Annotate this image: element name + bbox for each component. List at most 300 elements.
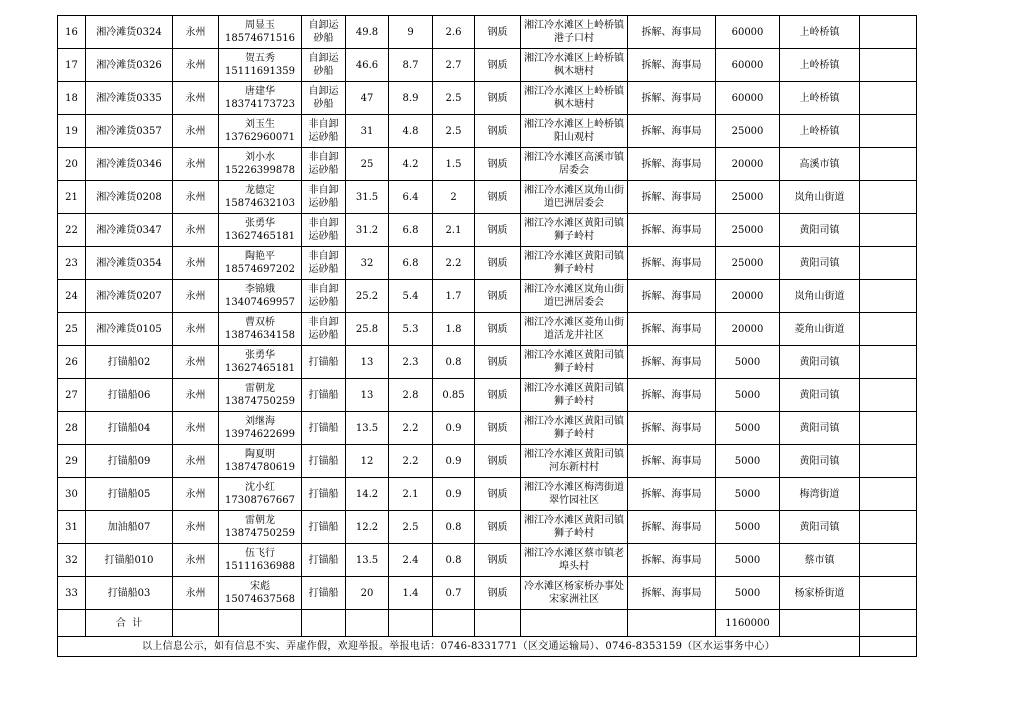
town: 高溪市镇 bbox=[780, 148, 860, 181]
ship-type-line: 运砂船 bbox=[308, 264, 339, 275]
ship-type-line: 非自卸 bbox=[308, 284, 339, 295]
ship-type: 打锚船 bbox=[302, 445, 346, 478]
owner-contact bbox=[219, 82, 302, 115]
remarks bbox=[860, 577, 917, 610]
owner-contact-line: 唐建华 bbox=[245, 86, 275, 97]
owner-contact-line: 13627465181 bbox=[225, 231, 295, 242]
town: 上岭桥镇 bbox=[780, 82, 860, 115]
city: 永州 bbox=[173, 577, 219, 610]
ship-type bbox=[302, 313, 346, 346]
ship-name: 打锚船04 bbox=[86, 412, 173, 445]
table-row bbox=[58, 478, 917, 511]
ship-type bbox=[302, 181, 346, 214]
remarks bbox=[860, 412, 917, 445]
owner-contact-line: 15874632103 bbox=[225, 198, 295, 209]
row-index: 23 bbox=[58, 247, 86, 280]
owner-contact bbox=[219, 478, 302, 511]
ship-type bbox=[302, 16, 346, 49]
ship-depth: 0.9 bbox=[433, 445, 475, 478]
disposal-method: 拆解、海事局 bbox=[628, 214, 716, 247]
address-line: 湘江冷水滩区上岭桥镇 bbox=[524, 53, 624, 64]
ship-name: 湘冷滩货0208 bbox=[86, 181, 173, 214]
subsidy-amount: 5000 bbox=[716, 379, 780, 412]
remarks bbox=[860, 115, 917, 148]
row-index: 24 bbox=[58, 280, 86, 313]
ship-name: 湘冷滩货0105 bbox=[86, 313, 173, 346]
address bbox=[521, 511, 628, 544]
owner-contact-line: 伍飞行 bbox=[245, 548, 275, 559]
ship-name: 湘冷滩货0347 bbox=[86, 214, 173, 247]
address-line: 狮子岭村 bbox=[554, 429, 594, 440]
address-line: 狮子岭村 bbox=[554, 396, 594, 407]
hull-material: 钢质 bbox=[475, 544, 521, 577]
disposal-method: 拆解、海事局 bbox=[628, 346, 716, 379]
ship-length: 31 bbox=[346, 115, 389, 148]
owner-contact-line: 13874780619 bbox=[225, 462, 295, 473]
ship-type-line: 运砂船 bbox=[308, 165, 339, 176]
row-index: 33 bbox=[58, 577, 86, 610]
table-row bbox=[58, 82, 917, 115]
town: 上岭桥镇 bbox=[780, 115, 860, 148]
town: 岚角山街道 bbox=[780, 280, 860, 313]
ship-depth: 2.1 bbox=[433, 214, 475, 247]
table-row bbox=[58, 346, 917, 379]
ship-name: 打锚船05 bbox=[86, 478, 173, 511]
total-amount: 1160000 bbox=[716, 610, 780, 637]
owner-contact bbox=[219, 214, 302, 247]
address bbox=[521, 412, 628, 445]
ship-width: 5.3 bbox=[389, 313, 433, 346]
ship-width: 4.2 bbox=[389, 148, 433, 181]
subsidy-amount: 5000 bbox=[716, 412, 780, 445]
ship-length: 25.8 bbox=[346, 313, 389, 346]
ship-type: 打锚船 bbox=[302, 511, 346, 544]
subsidy-amount: 5000 bbox=[716, 511, 780, 544]
city: 永州 bbox=[173, 445, 219, 478]
owner-contact bbox=[219, 148, 302, 181]
ship-name: 打锚船03 bbox=[86, 577, 173, 610]
hull-material: 钢质 bbox=[475, 511, 521, 544]
ship-type-line: 自卸运 bbox=[308, 53, 339, 64]
address bbox=[521, 214, 628, 247]
owner-contact-line: 曹双桥 bbox=[245, 317, 275, 328]
ship-length: 13.5 bbox=[346, 412, 389, 445]
hull-material: 钢质 bbox=[475, 412, 521, 445]
ship-type bbox=[302, 49, 346, 82]
hull-material: 钢质 bbox=[475, 346, 521, 379]
owner-contact-line: 13874634158 bbox=[225, 330, 295, 341]
ship-depth: 0.85 bbox=[433, 379, 475, 412]
disposal-method: 拆解、海事局 bbox=[628, 445, 716, 478]
subsidy-amount: 20000 bbox=[716, 313, 780, 346]
ship-type bbox=[302, 280, 346, 313]
hull-material: 钢质 bbox=[475, 148, 521, 181]
remarks bbox=[860, 214, 917, 247]
town: 岚角山街道 bbox=[780, 181, 860, 214]
ship-length: 14.2 bbox=[346, 478, 389, 511]
owner-contact bbox=[219, 511, 302, 544]
table-row bbox=[58, 445, 917, 478]
ship-type-line: 运砂船 bbox=[308, 231, 339, 242]
town: 黄阳司镇 bbox=[780, 379, 860, 412]
subsidy-amount: 20000 bbox=[716, 148, 780, 181]
ship-depth: 2.7 bbox=[433, 49, 475, 82]
ship-width: 6.4 bbox=[389, 181, 433, 214]
city: 永州 bbox=[173, 16, 219, 49]
city: 永州 bbox=[173, 214, 219, 247]
subsidy-amount: 20000 bbox=[716, 280, 780, 313]
ship-width: 2.8 bbox=[389, 379, 433, 412]
ship-type-line: 非自卸 bbox=[308, 119, 339, 130]
hull-material: 钢质 bbox=[475, 577, 521, 610]
ship-width: 4.8 bbox=[389, 115, 433, 148]
ship-length: 13 bbox=[346, 346, 389, 379]
address bbox=[521, 49, 628, 82]
city: 永州 bbox=[173, 412, 219, 445]
disposal-method: 拆解、海事局 bbox=[628, 16, 716, 49]
owner-contact-line: 18574697202 bbox=[225, 264, 295, 275]
address-line: 狮子岭村 bbox=[554, 363, 594, 374]
row-index: 32 bbox=[58, 544, 86, 577]
address-line: 湘江冷水滩区上岭桥镇 bbox=[524, 86, 624, 97]
row-index: 29 bbox=[58, 445, 86, 478]
owner-contact bbox=[219, 247, 302, 280]
remarks bbox=[860, 247, 917, 280]
ship-depth: 1.7 bbox=[433, 280, 475, 313]
remarks bbox=[860, 313, 917, 346]
subsidy-amount: 25000 bbox=[716, 247, 780, 280]
ship-type-line: 非自卸 bbox=[308, 218, 339, 229]
ship-width: 2.5 bbox=[389, 511, 433, 544]
ship-length: 46.6 bbox=[346, 49, 389, 82]
owner-contact-line: 周显玉 bbox=[245, 20, 275, 31]
ship-width: 2.2 bbox=[389, 412, 433, 445]
owner-contact-line: 陶夏明 bbox=[245, 449, 275, 460]
disposal-method: 拆解、海事局 bbox=[628, 478, 716, 511]
ship-type bbox=[302, 115, 346, 148]
owner-contact bbox=[219, 313, 302, 346]
ship-type: 打锚船 bbox=[302, 379, 346, 412]
ship-length: 13.5 bbox=[346, 544, 389, 577]
address-line: 湘江冷水滩区菱角山街 bbox=[524, 317, 624, 328]
hull-material: 钢质 bbox=[475, 16, 521, 49]
disposal-method: 拆解、海事局 bbox=[628, 49, 716, 82]
subsidy-amount: 60000 bbox=[716, 16, 780, 49]
row-index: 27 bbox=[58, 379, 86, 412]
owner-contact-line: 15111636988 bbox=[225, 561, 295, 572]
address-line: 道活龙井社区 bbox=[544, 330, 604, 341]
address-line: 阳山观村 bbox=[554, 132, 594, 143]
ship-type-line: 非自卸 bbox=[308, 251, 339, 262]
row-index: 25 bbox=[58, 313, 86, 346]
ship-depth: 0.8 bbox=[433, 346, 475, 379]
ship-depth: 2.5 bbox=[433, 82, 475, 115]
ship-depth: 1.8 bbox=[433, 313, 475, 346]
town: 黄阳司镇 bbox=[780, 247, 860, 280]
address bbox=[521, 280, 628, 313]
city: 永州 bbox=[173, 313, 219, 346]
hull-material: 钢质 bbox=[475, 445, 521, 478]
address bbox=[521, 16, 628, 49]
remarks bbox=[860, 280, 917, 313]
ship-width: 8.9 bbox=[389, 82, 433, 115]
city: 永州 bbox=[173, 346, 219, 379]
city: 永州 bbox=[173, 49, 219, 82]
ship-type: 打锚船 bbox=[302, 346, 346, 379]
remarks bbox=[860, 478, 917, 511]
hull-material: 钢质 bbox=[475, 181, 521, 214]
table-row bbox=[58, 412, 917, 445]
ship-type-line: 自卸运 bbox=[308, 86, 339, 97]
subsidy-amount: 5000 bbox=[716, 577, 780, 610]
ship-length: 12 bbox=[346, 445, 389, 478]
owner-contact-line: 李锦娥 bbox=[245, 284, 275, 295]
owner-contact-line: 18574671516 bbox=[225, 33, 295, 44]
address-line: 枫木塘村 bbox=[554, 99, 594, 110]
remarks bbox=[860, 16, 917, 49]
owner-contact-line: 15111691359 bbox=[225, 66, 295, 77]
address bbox=[521, 445, 628, 478]
ship-length: 47 bbox=[346, 82, 389, 115]
row-index: 31 bbox=[58, 511, 86, 544]
address-line: 翠竹园社区 bbox=[549, 495, 599, 506]
row-index: 28 bbox=[58, 412, 86, 445]
city: 永州 bbox=[173, 148, 219, 181]
owner-contact-line: 13762960071 bbox=[225, 132, 295, 143]
subsidy-amount: 5000 bbox=[716, 478, 780, 511]
town: 菱角山街道 bbox=[780, 313, 860, 346]
hull-material: 钢质 bbox=[475, 214, 521, 247]
subsidy-amount: 5000 bbox=[716, 445, 780, 478]
owner-contact-line: 宋彪 bbox=[250, 581, 270, 592]
ship-type: 打锚船 bbox=[302, 577, 346, 610]
ship-name: 打锚船09 bbox=[86, 445, 173, 478]
footer-row bbox=[58, 637, 917, 657]
remarks bbox=[860, 148, 917, 181]
total-row bbox=[58, 610, 917, 637]
remarks bbox=[860, 181, 917, 214]
address-line: 湘江冷水滩区黄阳司镇 bbox=[524, 449, 624, 460]
owner-contact-line: 13974622699 bbox=[225, 429, 295, 440]
ship-length: 20 bbox=[346, 577, 389, 610]
hull-material: 钢质 bbox=[475, 49, 521, 82]
table-body bbox=[58, 16, 917, 610]
disposal-method: 拆解、海事局 bbox=[628, 181, 716, 214]
disposal-method: 拆解、海事局 bbox=[628, 379, 716, 412]
hull-material: 钢质 bbox=[475, 313, 521, 346]
address bbox=[521, 247, 628, 280]
hull-material: 钢质 bbox=[475, 379, 521, 412]
owner-contact-line: 沈小红 bbox=[245, 482, 275, 493]
address-line: 湘江冷水滩区岚角山街 bbox=[524, 284, 624, 295]
address-line: 湘江冷水滩区蔡市镇老 bbox=[524, 548, 624, 559]
city: 永州 bbox=[173, 247, 219, 280]
ship-width: 5.4 bbox=[389, 280, 433, 313]
hull-material: 钢质 bbox=[475, 82, 521, 115]
owner-contact-line: 13627465181 bbox=[225, 363, 295, 374]
ship-length: 31.2 bbox=[346, 214, 389, 247]
ship-width: 6.8 bbox=[389, 214, 433, 247]
disposal-method: 拆解、海事局 bbox=[628, 544, 716, 577]
ship-width: 2.1 bbox=[389, 478, 433, 511]
address-line: 湘江冷水滩区上岭桥镇 bbox=[524, 20, 624, 31]
table-row bbox=[58, 544, 917, 577]
ship-table bbox=[57, 15, 917, 657]
table-row bbox=[58, 181, 917, 214]
owner-contact-line: 刘小水 bbox=[245, 152, 275, 163]
ship-length: 49.8 bbox=[346, 16, 389, 49]
ship-type-line: 砂船 bbox=[313, 66, 334, 77]
ship-length: 12.2 bbox=[346, 511, 389, 544]
address bbox=[521, 346, 628, 379]
row-index: 16 bbox=[58, 16, 86, 49]
table-row bbox=[58, 16, 917, 49]
owner-contact-line: 13874750259 bbox=[225, 528, 295, 539]
disposal-method: 拆解、海事局 bbox=[628, 115, 716, 148]
owner-contact-line: 13407469957 bbox=[225, 297, 295, 308]
ship-type: 打锚船 bbox=[302, 412, 346, 445]
disposal-method: 拆解、海事局 bbox=[628, 313, 716, 346]
table-row bbox=[58, 148, 917, 181]
ship-type-line: 运砂船 bbox=[308, 198, 339, 209]
address-line: 湘江冷水滩区黄阳司镇 bbox=[524, 383, 624, 394]
ship-type-line: 非自卸 bbox=[308, 317, 339, 328]
row-index: 18 bbox=[58, 82, 86, 115]
owner-contact-line: 18374173723 bbox=[225, 99, 295, 110]
address-line: 湘江冷水滩区黄阳司镇 bbox=[524, 218, 624, 229]
hull-material: 钢质 bbox=[475, 115, 521, 148]
ship-type-line: 砂船 bbox=[313, 99, 334, 110]
disposal-method: 拆解、海事局 bbox=[628, 247, 716, 280]
table-row bbox=[58, 577, 917, 610]
hull-material: 钢质 bbox=[475, 280, 521, 313]
row-index: 21 bbox=[58, 181, 86, 214]
owner-contact-line: 刘玉生 bbox=[245, 119, 275, 130]
table-row bbox=[58, 49, 917, 82]
address-line: 湘江冷水滩区黄阳司镇 bbox=[524, 350, 624, 361]
town: 上岭桥镇 bbox=[780, 49, 860, 82]
ship-type: 打锚船 bbox=[302, 478, 346, 511]
ship-length: 25.2 bbox=[346, 280, 389, 313]
town: 黄阳司镇 bbox=[780, 214, 860, 247]
ship-width: 2.3 bbox=[389, 346, 433, 379]
owner-contact bbox=[219, 115, 302, 148]
ship-type-line: 非自卸 bbox=[308, 152, 339, 163]
ship-width: 8.7 bbox=[389, 49, 433, 82]
row-index: 22 bbox=[58, 214, 86, 247]
owner-contact-line: 雷朝龙 bbox=[245, 383, 275, 394]
city: 永州 bbox=[173, 280, 219, 313]
disposal-method: 拆解、海事局 bbox=[628, 82, 716, 115]
town: 黄阳司镇 bbox=[780, 346, 860, 379]
ship-name: 打锚船02 bbox=[86, 346, 173, 379]
total-label: 合 计 bbox=[86, 610, 173, 637]
ship-depth: 0.8 bbox=[433, 544, 475, 577]
ship-type bbox=[302, 148, 346, 181]
owner-contact-line: 张勇华 bbox=[245, 350, 275, 361]
subsidy-amount: 5000 bbox=[716, 544, 780, 577]
row-index: 26 bbox=[58, 346, 86, 379]
ship-length: 31.5 bbox=[346, 181, 389, 214]
row-index: 17 bbox=[58, 49, 86, 82]
owner-contact-line: 贺五秀 bbox=[245, 53, 275, 64]
address-line: 湘江冷水滩区上岭桥镇 bbox=[524, 119, 624, 130]
row-index: 20 bbox=[58, 148, 86, 181]
address-line: 港子口村 bbox=[554, 33, 594, 44]
hull-material: 钢质 bbox=[475, 247, 521, 280]
owner-contact bbox=[219, 49, 302, 82]
ship-type-line: 运砂船 bbox=[308, 330, 339, 341]
owner-contact bbox=[219, 577, 302, 610]
ship-depth: 0.7 bbox=[433, 577, 475, 610]
subsidy-amount: 25000 bbox=[716, 181, 780, 214]
address-line: 居委会 bbox=[559, 165, 589, 176]
subsidy-amount: 60000 bbox=[716, 82, 780, 115]
city: 永州 bbox=[173, 544, 219, 577]
owner-contact-line: 陶艳平 bbox=[245, 251, 275, 262]
disposal-method: 拆解、海事局 bbox=[628, 148, 716, 181]
ship-name: 打锚船06 bbox=[86, 379, 173, 412]
city: 永州 bbox=[173, 115, 219, 148]
town: 黄阳司镇 bbox=[780, 511, 860, 544]
ship-depth: 2 bbox=[433, 181, 475, 214]
ship-width: 2.4 bbox=[389, 544, 433, 577]
remarks bbox=[860, 82, 917, 115]
address-line: 冷水滩区杨家桥办事处 bbox=[524, 581, 624, 592]
address-line: 湘江冷水滩区高溪市镇 bbox=[524, 152, 624, 163]
ship-name: 湘冷滩货0346 bbox=[86, 148, 173, 181]
owner-contact-line: 龙德定 bbox=[245, 185, 275, 196]
table-row bbox=[58, 280, 917, 313]
address bbox=[521, 577, 628, 610]
ship-length: 25 bbox=[346, 148, 389, 181]
owner-contact bbox=[219, 544, 302, 577]
ship-depth: 0.9 bbox=[433, 478, 475, 511]
city: 永州 bbox=[173, 181, 219, 214]
ship-depth: 2.2 bbox=[433, 247, 475, 280]
town: 黄阳司镇 bbox=[780, 445, 860, 478]
ship-name: 湘冷滩货0354 bbox=[86, 247, 173, 280]
remarks bbox=[860, 544, 917, 577]
ship-type bbox=[302, 247, 346, 280]
ship-type bbox=[302, 214, 346, 247]
disposal-method: 拆解、海事局 bbox=[628, 511, 716, 544]
ship-depth: 2.6 bbox=[433, 16, 475, 49]
town: 梅湾街道 bbox=[780, 478, 860, 511]
ship-type-line: 运砂船 bbox=[308, 297, 339, 308]
address bbox=[521, 181, 628, 214]
owner-contact-line: 刘继海 bbox=[245, 416, 275, 427]
address bbox=[521, 313, 628, 346]
ship-length: 32 bbox=[346, 247, 389, 280]
owner-contact bbox=[219, 379, 302, 412]
disposal-method: 拆解、海事局 bbox=[628, 577, 716, 610]
address-line: 湘江冷水滩区黄阳司镇 bbox=[524, 515, 624, 526]
subsidy-amount: 5000 bbox=[716, 346, 780, 379]
subsidy-amount: 25000 bbox=[716, 115, 780, 148]
table-row bbox=[58, 115, 917, 148]
footer-note: 以上信息公示，如有信息不实、弄虚作假，欢迎举报。举报电话：0746-8331771（区交通运输局）、0746-8353159（区水运事务中心） bbox=[58, 637, 860, 657]
ship-type-line: 非自卸 bbox=[308, 185, 339, 196]
remarks bbox=[860, 511, 917, 544]
address-line: 道巴洲居委会 bbox=[544, 297, 604, 308]
ship-name: 湘冷滩货0335 bbox=[86, 82, 173, 115]
ship-name: 打锚船010 bbox=[86, 544, 173, 577]
disposal-method: 拆解、海事局 bbox=[628, 412, 716, 445]
ship-depth: 1.5 bbox=[433, 148, 475, 181]
table-row bbox=[58, 247, 917, 280]
address-line: 河东新村村 bbox=[549, 462, 599, 473]
